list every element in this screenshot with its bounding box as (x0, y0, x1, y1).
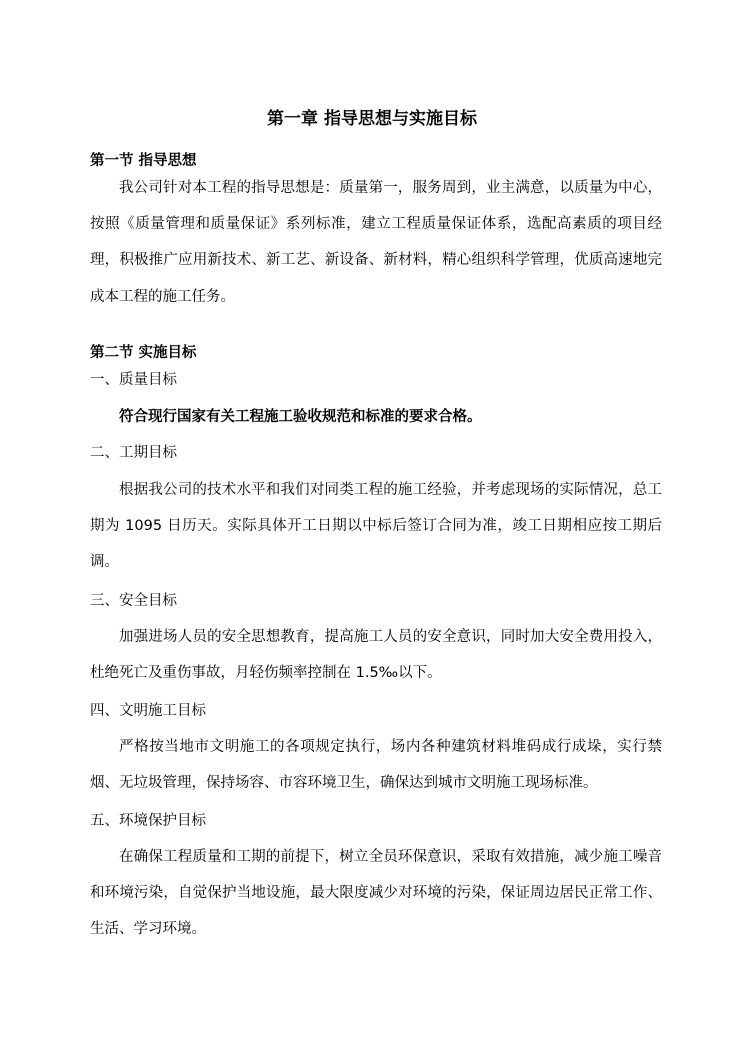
environment-goal-text: 在确保工程质量和工期的前提下，树立全员环保意识，采取有效措施，减少施工噪音和环境污染，自觉保护当地设施，最大限度减少对环境的污染，保证周边居民正常工作、生活、学习环境。 (90, 849, 662, 938)
section-1-paragraph: 我公司针对本工程的指导思想是：质量第一，服务周到，业主满意，以质量为中心，按照《质量管理和质量保证》系列标准，建立工程质量保证体系，选配高素质的项目经理，积极推广应用新技术、新工艺、新设备、新材料，精心组织科学管理，优质高速地完成本工程的施工任务。 (90, 180, 662, 305)
quality-goal-text: 符合现行国家有关工程施工验收规范和标准的要求合格。 (119, 409, 482, 425)
section-1-title: 第一节 指导思想 (90, 153, 197, 169)
section-2-title: 第二节 实施目标 (90, 345, 197, 361)
safety-goal-heading: 三、安全目标 (90, 593, 177, 609)
schedule-goal-text: 根据我公司的技术水平和我们对同类工程的施工经验，并考虑现场的实际情况，总工期为 1095 日历天。实际具体开工日期以中标后签订合同为准，竣工日期相应按工期后调。 (90, 482, 662, 571)
quality-goal-heading: 一、质量目标 (90, 372, 177, 388)
schedule-goal-heading: 二、工期目标 (90, 445, 177, 461)
civilized-construction-goal-heading: 四、文明施工目标 (90, 703, 206, 719)
civilized-construction-goal-text: 严格按当地市文明施工的各项规定执行，场内各种建筑材料堆码成行成垛，实行禁烟、无垃圾管理，保持场容、市容环境卫生，确保达到城市文明施工现场标准。 (90, 739, 662, 792)
chapter-title: 第一章 指导思想与实施目标 (267, 109, 477, 129)
safety-goal-text: 加强进场人员的安全思想教育，提高施工人员的安全意识，同时加大安全费用投入，杜绝死亡及重伤事故，月轻伤频率控制在 1.5‰以下。 (90, 629, 662, 682)
environment-goal-heading: 五、环境保护目标 (90, 813, 206, 829)
